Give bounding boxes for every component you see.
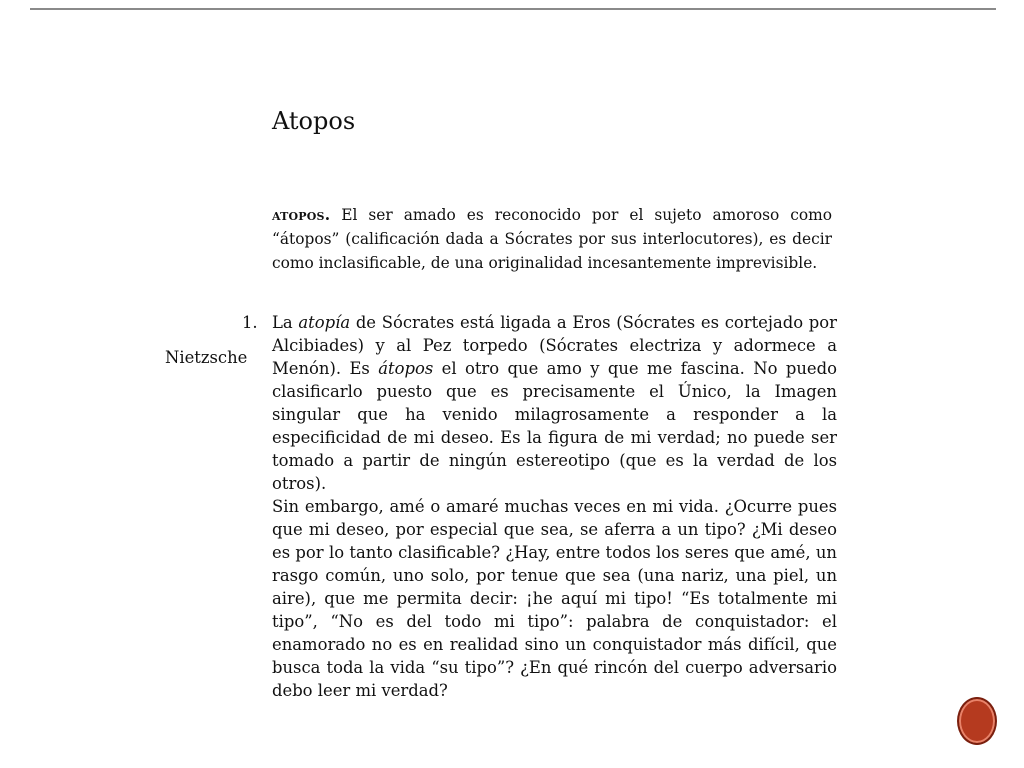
italic-atopos: átopos (378, 359, 434, 378)
slide-title: Atopos (272, 107, 356, 135)
item-number: 1. (242, 313, 258, 332)
top-divider (30, 8, 996, 10)
italic-atopia: atopía (298, 313, 351, 332)
paragraph-2: Sin embargo, amé o amaré muchas veces en mi vida. ¿Ocurre pues que mi deseo, por especial que sea, se aferra a un tipo? ¿Mi deseo es por lo tanto clasificable? ¿Hay, entre todos los seres que amé, un rasgo común, uno solo, por tenue que sea (una nariz, una piel, un aire), que me permita decir: ¡he aquí mi tipo! “Es totalmente mi tipo”, “No es del todo mi tipo”: palabra de conquistador: el enamorado no es en realidad sino un conquistador más difícil, que busca toda la vida “su tipo”? ¿En qué rincón del cuerpo adversario debo leer mi verdad? (272, 497, 837, 700)
body-text (272, 311, 837, 702)
paragraph-1-text-a: La (272, 313, 299, 332)
paragraph-1-text-b: de Sócrates está ligada a Eros (Sócrates es cortejado por Alcibiades) y al Pez torpedo (Sócrates electriza y adormece a Menón). Es (272, 313, 837, 378)
definition-text: El ser amado es reconocido por el sujeto amoroso como “átopos” (calificación dada a Sócrates por sus interlocutores), es decir como inclasificable, de una originalidad incesantemente imprevisible. (272, 206, 832, 272)
definition-term: atopos. (272, 206, 331, 224)
margin-note: Nietzsche (165, 348, 248, 367)
next-slide-button[interactable] (957, 697, 997, 745)
paragraph-1-text-c: el otro que amo y que me fascina. No puedo clasificarlo puesto que es precisamente el Único, la Imagen singular que ha venido milagrosamente a responder a la especificidad de mi deseo. Es la figura de mi verdad; no puede ser tomado a partir de ningún estereotipo (que es la verdad de los otros). (272, 359, 837, 493)
paragraph-1 (272, 311, 837, 495)
definition-paragraph (272, 203, 832, 275)
